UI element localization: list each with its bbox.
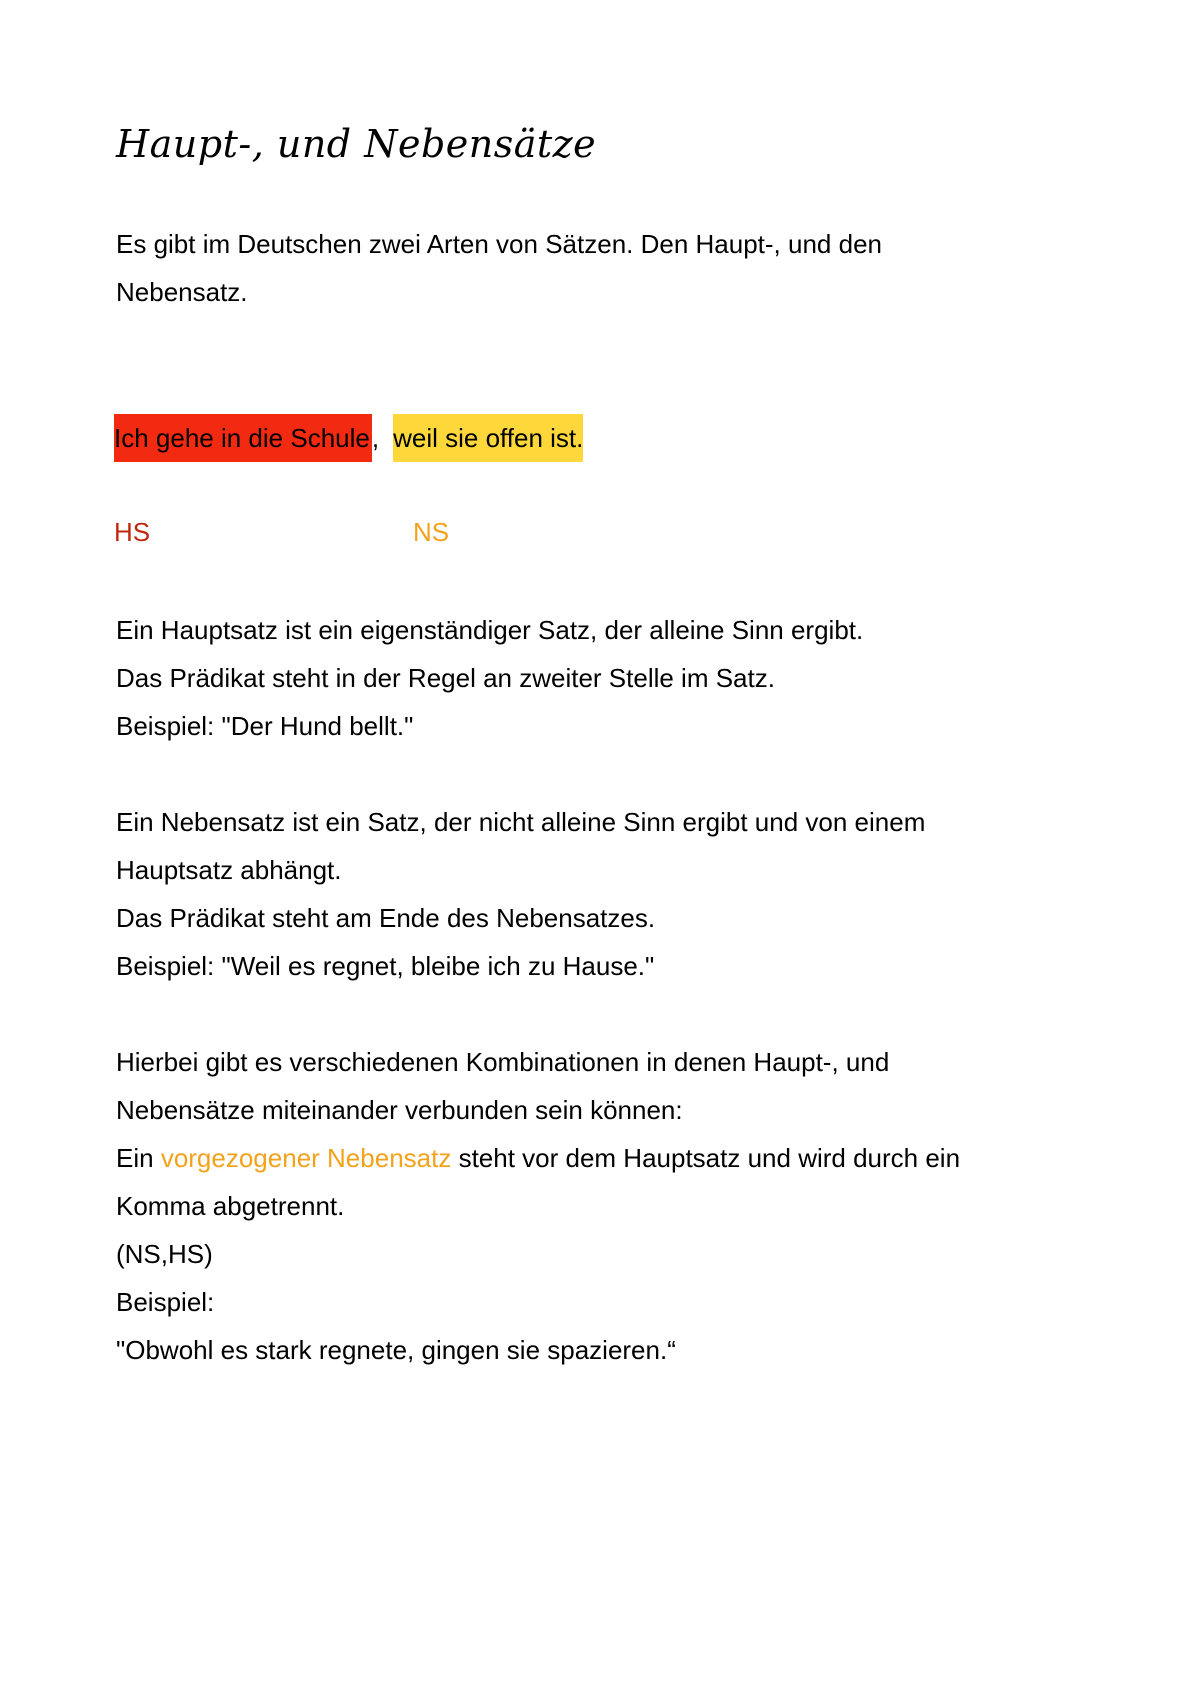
example-sentence [116,414,1076,462]
kombination-line-1: Hierbei gibt es verschiedenen Kombinationen in denen Haupt-, und [116,1047,890,1077]
hauptsatz-paragraph [116,606,1076,750]
hauptsatz-line-3: Beispiel: "Der Hund bellt." [116,711,414,741]
kombination-line-5: (NS,HS) [116,1239,213,1269]
example-comma: , [371,423,380,453]
nebensatz-line-4: Beispiel: "Weil es regnet, bleibe ich zu Hause." [116,951,655,981]
label-hs: HS [114,517,151,547]
intro-paragraph [116,220,1076,316]
intro-line-2: Nebensatz. [116,277,248,307]
nebensatz-line-3: Das Prädikat steht am Ende des Nebensatzes. [116,903,656,933]
nebensatz-paragraph [116,798,1076,990]
kombination-line-7: "Obwohl es stark regnete, gingen sie spazieren.“ [116,1335,676,1365]
hauptsatz-line-2: Das Prädikat steht in der Regel an zweiter Stelle im Satz. [116,663,775,693]
hauptsatz-line-1: Ein Hauptsatz ist ein eigenständiger Satz, der alleine Sinn ergibt. [116,615,864,645]
kombination-line-3-prefix: Ein [116,1143,161,1173]
kombination-line-4: Komma abgetrennt. [116,1191,345,1221]
kombination-line-3 [116,1134,1076,1182]
intro-line-1: Es gibt im Deutschen zwei Arten von Sätzen. Den Haupt-, und den [116,229,882,259]
nebensatz-line-2: Hauptsatz abhängt. [116,855,342,885]
kombination-line-2: Nebensätze miteinander verbunden sein können: [116,1095,683,1125]
vorgezogener-nebensatz-term: vorgezogener Nebensatz [160,1143,452,1173]
kombination-paragraph [116,1038,1076,1374]
label-ns: NS [413,517,450,547]
nebensatz-line-1: Ein Nebensatz ist ein Satz, der nicht alleine Sinn ergibt und von einem [116,807,926,837]
kombination-line-6: Beispiel: [116,1287,215,1317]
sub-clause-highlight: weil sie offen ist. [393,414,583,462]
kombination-line-3-suffix: steht vor dem Hauptsatz und wird durch ein [451,1143,961,1173]
main-clause-highlight: Ich gehe in die Schule [114,414,372,462]
page-title: Haupt-, und Nebensätze [116,122,597,166]
